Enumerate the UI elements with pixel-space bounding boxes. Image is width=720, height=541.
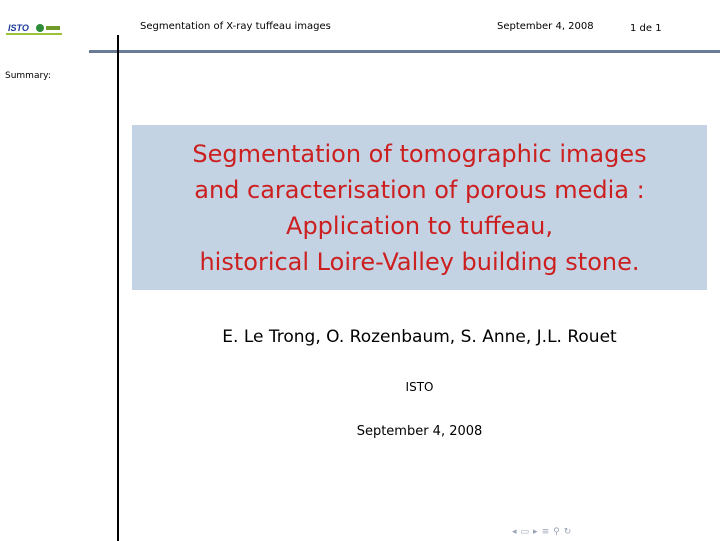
beamer-navigation (512, 526, 571, 538)
title-line-1: Segmentation of tomographic images (192, 139, 647, 168)
slide-title (192, 136, 646, 280)
title-box (132, 125, 707, 290)
presentation-date: September 4, 2008 (356, 424, 483, 439)
nav-right-icon[interactable]: ▸ (533, 527, 538, 537)
nav-menu-icon[interactable]: ≡ (541, 527, 550, 537)
title-line-2: and caracterisation of porous media : (194, 175, 645, 204)
sidebar-divider (117, 35, 119, 541)
nav-back-icon[interactable]: ↻ (563, 527, 572, 537)
title-line-3: Application to tuffeau, (286, 211, 553, 240)
svg-text:ISTO: ISTO (8, 23, 29, 33)
title-line-4: historical Loire-Valley building stone. (199, 247, 640, 276)
institute: ISTO (405, 380, 434, 394)
nav-search-icon[interactable]: ⚲ (553, 527, 560, 537)
page-indicator: 1 de 1 (630, 23, 662, 34)
nav-left-icon[interactable]: ◂ (512, 527, 517, 537)
summary-label: Summary: (5, 71, 51, 81)
authors: E. Le Trong, O. Rozenbaum, S. Anne, J.L. Rouet (222, 327, 617, 347)
header-date: September 4, 2008 (497, 21, 594, 32)
nav-frame-icon[interactable]: ▭ (520, 527, 530, 537)
header-divider (89, 50, 720, 53)
header-title: Segmentation of X-ray tuffeau images (140, 21, 331, 32)
isto-logo (6, 22, 62, 36)
